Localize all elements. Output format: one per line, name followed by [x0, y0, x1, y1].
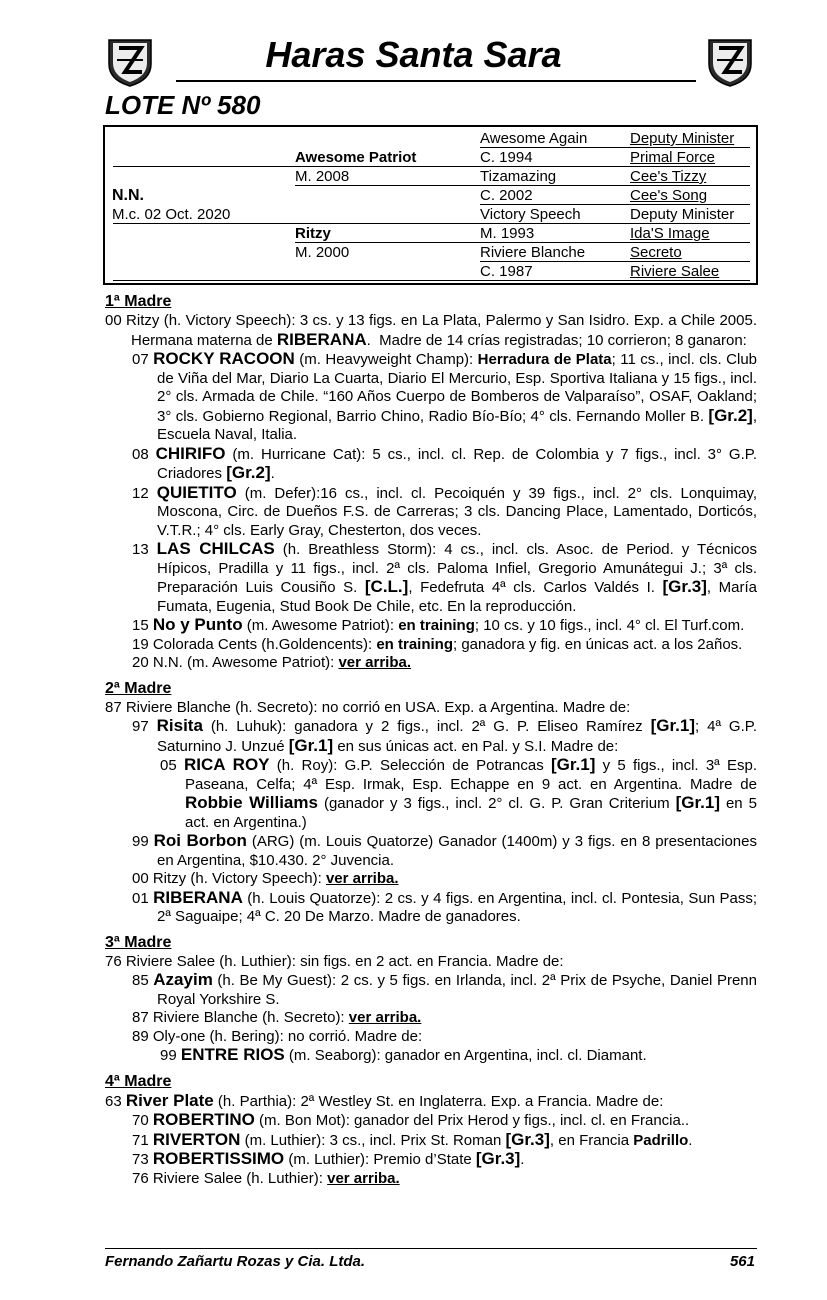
ped-sdd: Cee's Song	[630, 187, 708, 204]
produce-entry: 87 Riviere Blanche (h. Secreto): ver arriba.	[132, 1009, 422, 1026]
produce-entry: 20 N.N. (m. Awesome Patriot): ver arriba.	[132, 654, 412, 671]
ped-sire-year: M. 2008	[295, 168, 350, 185]
produce-entry: 13 LAS CHILCAS (h. Breathless Storm): 4 cs., incl. cls. Asoc. de Period. y Técnicos Hípicos, Pradilla y 11 figs., incl. 2ª cls. Paloma Infiel, Gregorio Amunátegui J.; 3ª cls. Preparación Luis Cousiño S. [C.L.], Fedefruta 4ª cls. Carlos Valdés I. [Gr.3], María Fumata, Eugenia, Stud Book De Chile, etc. En la reproducción.	[132, 539, 758, 615]
ped-dss: Deputy Minister	[630, 206, 735, 223]
ped-ssd: Primal Force	[630, 149, 716, 166]
ped-dam-year: M. 2000	[295, 244, 350, 261]
lot-number: LOTE Nº 580	[105, 90, 261, 120]
page-number: 561	[729, 1253, 755, 1270]
ped-sd-year: C. 2002	[480, 187, 533, 204]
ped-ds: Victory Speech	[480, 206, 581, 223]
ped-ss: Awesome Again	[480, 130, 588, 147]
dam-entry: 00 Ritzy (h. Victory Speech): 3 cs. y 13 figs. en La Plata, Palermo y San Isidro. Exp. a Chile 2005. Hermana materna de RIBERANA. Madre de 14 crías registradas; 10 corrieron; 8 ganaron:	[105, 312, 757, 349]
produce-entry: 19 Colorada Cents (h.Goldencents): en training; ganadora y fig. en únicas act. a los 2años.	[132, 635, 743, 653]
section-heading: 2ª Madre	[105, 679, 172, 697]
ped-ddd: Riviere Salee	[630, 263, 720, 280]
title-underline	[176, 80, 696, 82]
ped-sds: Cee's Tizzy	[630, 168, 707, 185]
ped-dds: Secreto	[630, 244, 682, 261]
ped-dd: Riviere Blanche	[480, 244, 586, 261]
produce-entry: 99 ENTRE RIOS (m. Seaborg): ganador en Argentina, incl. cl. Diamant.	[160, 1045, 647, 1064]
produce-entry: 71 RIVERTON (m. Luthier): 3 cs., incl. Prix St. Roman [Gr.3], en Francia Padrillo.	[132, 1129, 693, 1149]
section-heading: 1ª Madre	[105, 293, 172, 310]
produce-entry: 99 Roi Borbon (ARG) (m. Louis Quatorze) Ganador (1400m) y 3 figs. en 8 presentaciones en Argentina, $10.430. 2° Juvencia.	[132, 831, 757, 869]
ped-sire: Awesome Patriot	[295, 149, 417, 166]
page-title: Haras Santa Sara	[265, 34, 562, 75]
dam-entry: 76 Riviere Salee (h. Luthier): sin figs. en 2 act. en Francia. Madre de:	[105, 952, 564, 970]
ped-horse: N.N.	[112, 187, 144, 204]
ped-birth: M.c. 02 Oct. 2020	[112, 206, 231, 223]
produce-entry: 15 No y Punto (m. Awesome Patriot): en training; 10 cs. y 10 figs., incl. 4° cl. El Turf.com.	[132, 615, 745, 634]
produce-entry: 97 Risita (h. Luhuk): ganadora y 2 figs., incl. 2ª G. P. Eliseo Ramírez [Gr.1]; 4ª G.P. Saturnino J. Unzué [Gr.1] en sus únicas act. en Pal. y S.I. Madre de:	[132, 716, 758, 755]
ped-sss: Deputy Minister	[630, 130, 735, 147]
section-heading: 3ª Madre	[105, 933, 172, 951]
dam-entry: 87 Riviere Blanche (h. Secreto): no corrió en USA. Exp. a Argentina. Madre de:	[105, 698, 631, 716]
produce-entry: 12 QUIETITO (m. Defer):16 cs., incl. cl. Pecoiquén y 39 figs., incl. 2° cls. Lonquimay, Moscona, Circ. de Dueños F.S. de Carreras; 3 cls. Dancing Place, Lamentado, Dorticós, V.T.R.; 4° cls. Early Gray, Chesterton, dos veces.	[132, 482, 757, 539]
ped-dd-year: C. 1987	[480, 263, 533, 280]
produce-entry: 73 ROBERTISSIMO (m. Luthier): Premio d’State [Gr.3].	[132, 1149, 525, 1168]
produce-entry: 85 Azayim (h. Be My Guest): 2 cs. y 5 figs. en Irlanda, incl. 2ª Prix de Psyche, Daniel Prenn Royal Yorkshire S.	[132, 970, 757, 1008]
footer-rule	[105, 1248, 757, 1249]
produce-entry: 00 Ritzy (h. Victory Speech): ver arriba.	[132, 870, 399, 887]
produce-entry: 07 ROCKY RACOON (m. Heavyweight Champ): Herradura de Plata; 11 cs., incl. cls. Club de Viña del Mar, Diario La Cuarta, Diario El Mercurio, Esp. Sportiva Italiana y 15 figs., incl. 2° cls. Armada de Chile. “160 Años Cuerpo de Bomberos de Valparaíso”, OSAF, Oakland; 3° cls. Gobierno Regional, Barrio Chino, Radio Bío-Bío; 4° cls. Fernando Moller B. [Gr.2], Escuela Naval, Italia.	[132, 349, 758, 443]
ped-dam: Ritzy	[295, 225, 331, 242]
footer-company: Fernando Zañartu Rozas y Cia. Ltda.	[105, 1253, 366, 1270]
produce-entry: 89 Oly-one (h. Bering): no corrió. Madre de:	[132, 1027, 423, 1045]
produce-entry: 70 ROBERTINO (m. Bon Mot): ganador del Prix Herod y figs., incl. cl. en Francia..	[132, 1110, 690, 1129]
produce-entry: 76 Riviere Salee (h. Luthier): ver arriba.	[132, 1169, 400, 1187]
section-heading: 4ª Madre	[105, 1072, 172, 1090]
produce-entry: 05 RICA ROY (h. Roy): G.P. Selección de Potrancas [Gr.1] y 5 figs., incl. 3ª Esp. Paseana, Celfa; 4ª Esp. Irmak, Esp. Echappe en 9 act. en Argentina. Madre de Robbie Williams (ganador y 3 figs., incl. 2° cl. G. P. Gran Criterium [Gr.1] en 5 act. en Argentina.)	[160, 755, 757, 831]
pedigree-table	[103, 125, 758, 285]
produce-entry: 08 CHIRIFO (m. Hurricane Cat): 5 cs., incl. cl. Rep. de Colombia y 7 figs., incl. 3° G.P. Criadores [Gr.2].	[132, 443, 757, 482]
ped-sd: Tizamazing	[480, 168, 557, 185]
produce-entry: 01 RIBERANA (h. Louis Quatorze): 2 cs. y 4 figs. en Argentina, incl. cl. Pontesia, Sun Pass; 2ª Saguaipe; 4ª C. 20 De Marzo. Madre de ganadores.	[132, 887, 757, 925]
ped-ss-year: C. 1994	[480, 149, 533, 166]
produce-record	[105, 292, 757, 1188]
ped-ds-year: M. 1993	[480, 225, 535, 242]
ped-dsd: Ida'S Image	[630, 225, 710, 242]
dam-entry: 63 River Plate (h. Parthia): 2ª Westley St. en Inglaterra. Exp. a Francia. Madre de:	[105, 1090, 664, 1110]
